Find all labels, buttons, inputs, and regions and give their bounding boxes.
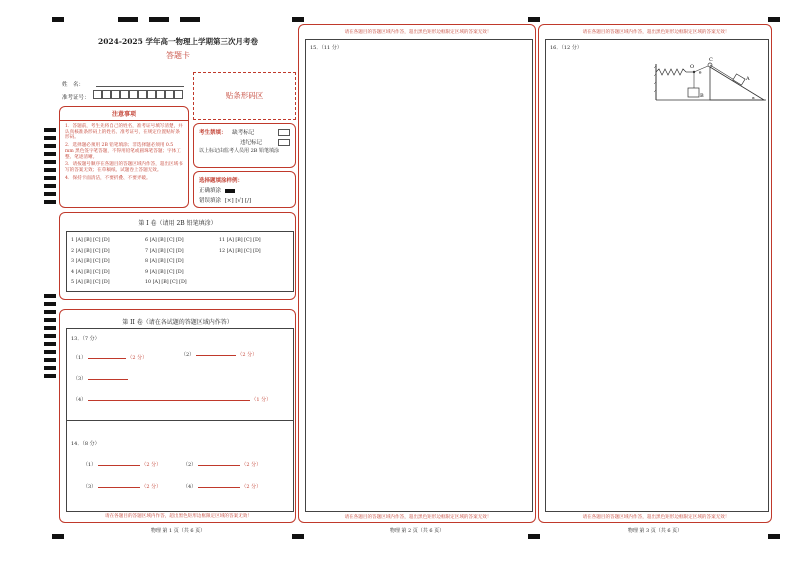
block-b <box>688 88 699 97</box>
alignment-mark <box>292 534 304 539</box>
part2-title: 第 II 卷（请在各试题的答题区域内作答） <box>122 319 233 326</box>
q13-p4-line[interactable] <box>88 400 250 401</box>
alignment-mark <box>292 17 304 22</box>
correct-fill-sample <box>225 189 235 193</box>
notice-item: 3．请按题号顺序在各题目的答题区域内作答，超出区域书写的答案无效；在草稿纸、试题卷上答题无效。 <box>65 162 183 174</box>
q15-header: 15．（11 分） <box>310 45 342 51</box>
warning-text-bottom: 请在各题目的答题区域内作答，超出黑色矩形边框限定区域的答案无效！ <box>344 515 492 520</box>
choice-row[interactable]: 4 [A] [B] [C] [D] <box>71 269 110 275</box>
page-title: 2024-2025 学年高一物理上学期第三次月考卷 <box>98 37 258 46</box>
choice-row[interactable]: 3 [A] [B] [C] [D] <box>71 259 110 264</box>
page-footer: 物理 第 3 页（共 6 页） <box>627 528 683 534</box>
q14-p3-score: （2 分） <box>141 484 162 490</box>
answer-card-label: 答题卡 <box>166 51 190 60</box>
q13-p4-score: （1 分） <box>251 397 272 403</box>
label-alpha: α <box>752 95 755 100</box>
q15-panel <box>298 24 536 523</box>
alignment-mark <box>52 534 64 539</box>
choice-row[interactable]: 11 [A] [B] [C] [D] <box>219 238 261 243</box>
physics-figure <box>654 56 766 102</box>
correct-fill-label: 正确填涂 <box>199 188 222 194</box>
alignment-mark <box>180 17 200 22</box>
label-a: A <box>746 76 750 82</box>
choice-grid <box>66 231 294 292</box>
q14-p2-label: （2） <box>183 462 197 468</box>
q13-p2-line[interactable] <box>196 355 236 356</box>
q14-p1-score: （2 分） <box>141 462 162 468</box>
exam-status-note: 以上标记由监考人员用 2B 铅笔填涂 <box>199 148 280 154</box>
alignment-mark <box>118 17 138 22</box>
q13-p2-score: （2 分） <box>237 352 258 358</box>
choice-row[interactable]: 1 [A] [B] [C] [D] <box>71 238 110 243</box>
choice-row[interactable]: 12 [A] [B] [C] [D] <box>219 248 261 254</box>
q13-p3-line[interactable] <box>88 379 128 380</box>
q14-p2-score: （2 分） <box>241 462 262 468</box>
page-footer: 物理 第 1 页（共 6 页） <box>150 528 206 534</box>
part1-title: 第 I 卷（请用 2B 铅笔填涂） <box>138 220 217 227</box>
absent-checkbox[interactable] <box>278 129 290 136</box>
label-theta: θ <box>699 70 702 75</box>
choice-row[interactable]: 2 [A] [B] [C] [D] <box>71 248 110 254</box>
alignment-mark <box>149 17 169 22</box>
label-c: C <box>709 57 713 63</box>
choice-row[interactable]: 10 [A] [B] [C] [D] <box>145 280 187 285</box>
name-label: 姓 名： <box>62 82 85 88</box>
q14-p4-label: （4） <box>183 484 197 490</box>
q13-area <box>66 328 294 421</box>
q16-answer-area[interactable] <box>545 39 769 512</box>
choice-row[interactable]: 9 [A] [B] [C] [D] <box>145 269 184 275</box>
name-line[interactable] <box>96 86 184 87</box>
barcode-area: 贴条形码区 <box>193 72 296 120</box>
warning-text-top: 请在各题目的答题区域内作答，超出黑色矩形边框限定区域的答案无效！ <box>344 30 492 35</box>
exam-id-label: 准考证号： <box>62 95 90 101</box>
fill-sample-box <box>193 171 296 208</box>
warning-text-top: 请在各题目的答题区域内作答，超出黑色矩形边框限定区域的答案无效！ <box>582 30 730 35</box>
absent-mark-label: 缺考标记 <box>232 130 255 136</box>
q14-area <box>66 419 294 512</box>
alignment-mark <box>768 534 780 539</box>
fill-sample-title: 选择题填涂样例： <box>199 178 244 184</box>
notice-box <box>59 106 189 208</box>
alignment-mark <box>528 17 540 22</box>
exam-status-box <box>193 123 296 168</box>
q13-p2-label: （2） <box>181 352 195 358</box>
label-o: O <box>690 64 695 70</box>
q14-p4-line[interactable] <box>198 487 240 488</box>
violation-mark-label: 违纪标记 <box>240 140 263 146</box>
q16-header: 16．（12 分） <box>550 45 582 51</box>
q16-panel <box>538 24 772 523</box>
notice-item: 4．保持卡面清洁，不要折叠、不要弄破。 <box>65 175 151 181</box>
page-footer: 物理 第 2 页（共 6 页） <box>389 528 445 534</box>
exam-id-boxes[interactable] <box>93 90 187 101</box>
q14-p2-line[interactable] <box>198 465 240 466</box>
q13-p3-label: （3） <box>73 376 87 382</box>
label-b: B <box>700 93 704 99</box>
q14-p4-score: （2 分） <box>241 484 262 490</box>
choice-row[interactable]: 7 [A] [B] [C] [D] <box>145 248 184 254</box>
wrong-fill-label: 错误填涂 <box>199 198 222 204</box>
part2-box <box>59 309 296 523</box>
alignment-mark <box>52 17 64 22</box>
warning-text: 请在各题目的答题区域内作答，超出黑色矩形边框限定区域的答案无效！ <box>104 514 252 519</box>
q13-header: 13．（7 分） <box>71 336 100 342</box>
choice-row[interactable]: 5 [A] [B] [C] [D] <box>71 280 110 285</box>
q13-p1-score: （2 分） <box>127 355 148 361</box>
q13-p4-label: （4） <box>73 397 87 403</box>
notice-item: 2．选择题必须用 2B 铅笔填涂；非选择题必须用 0.5 mm 黑色签字笔答题，不得用铅笔或圆珠笔答题；字体工整、笔迹清晰。 <box>65 143 181 160</box>
q14-p1-label: （1） <box>83 462 97 468</box>
notice-title: 注意事项 <box>60 107 188 121</box>
q13-p1-label: （1） <box>73 355 87 361</box>
q15-answer-area[interactable] <box>305 39 533 512</box>
q14-p1-line[interactable] <box>98 465 140 466</box>
warning-text-bottom: 请在各题目的答题区域内作答，超出黑色矩形边框限定区域的答案无效！ <box>582 515 730 520</box>
q14-p3-label: （3） <box>83 484 97 490</box>
part1-box <box>59 212 296 300</box>
choice-row[interactable]: 8 [A] [B] [C] [D] <box>145 259 184 264</box>
alignment-mark <box>528 534 540 539</box>
violation-checkbox[interactable] <box>278 139 290 146</box>
block-a <box>733 74 745 85</box>
wrong-fill-samples: [×] [√] [/] <box>224 198 252 204</box>
choice-row[interactable]: 6 [A] [B] [C] [D] <box>145 238 184 243</box>
exam-status-label: 考生禁填： <box>199 130 227 136</box>
notice-item: 1．答题前，考生先将自己的姓名，准考证号填写清楚，并认真核准条形码上的姓名、准考证号，在规定位置贴好条形码。 <box>65 124 183 141</box>
q13-p1-line[interactable] <box>88 358 126 359</box>
alignment-mark <box>768 17 780 22</box>
q14-p3-line[interactable] <box>98 487 140 488</box>
q14-header: 14．（8 分） <box>71 441 100 447</box>
